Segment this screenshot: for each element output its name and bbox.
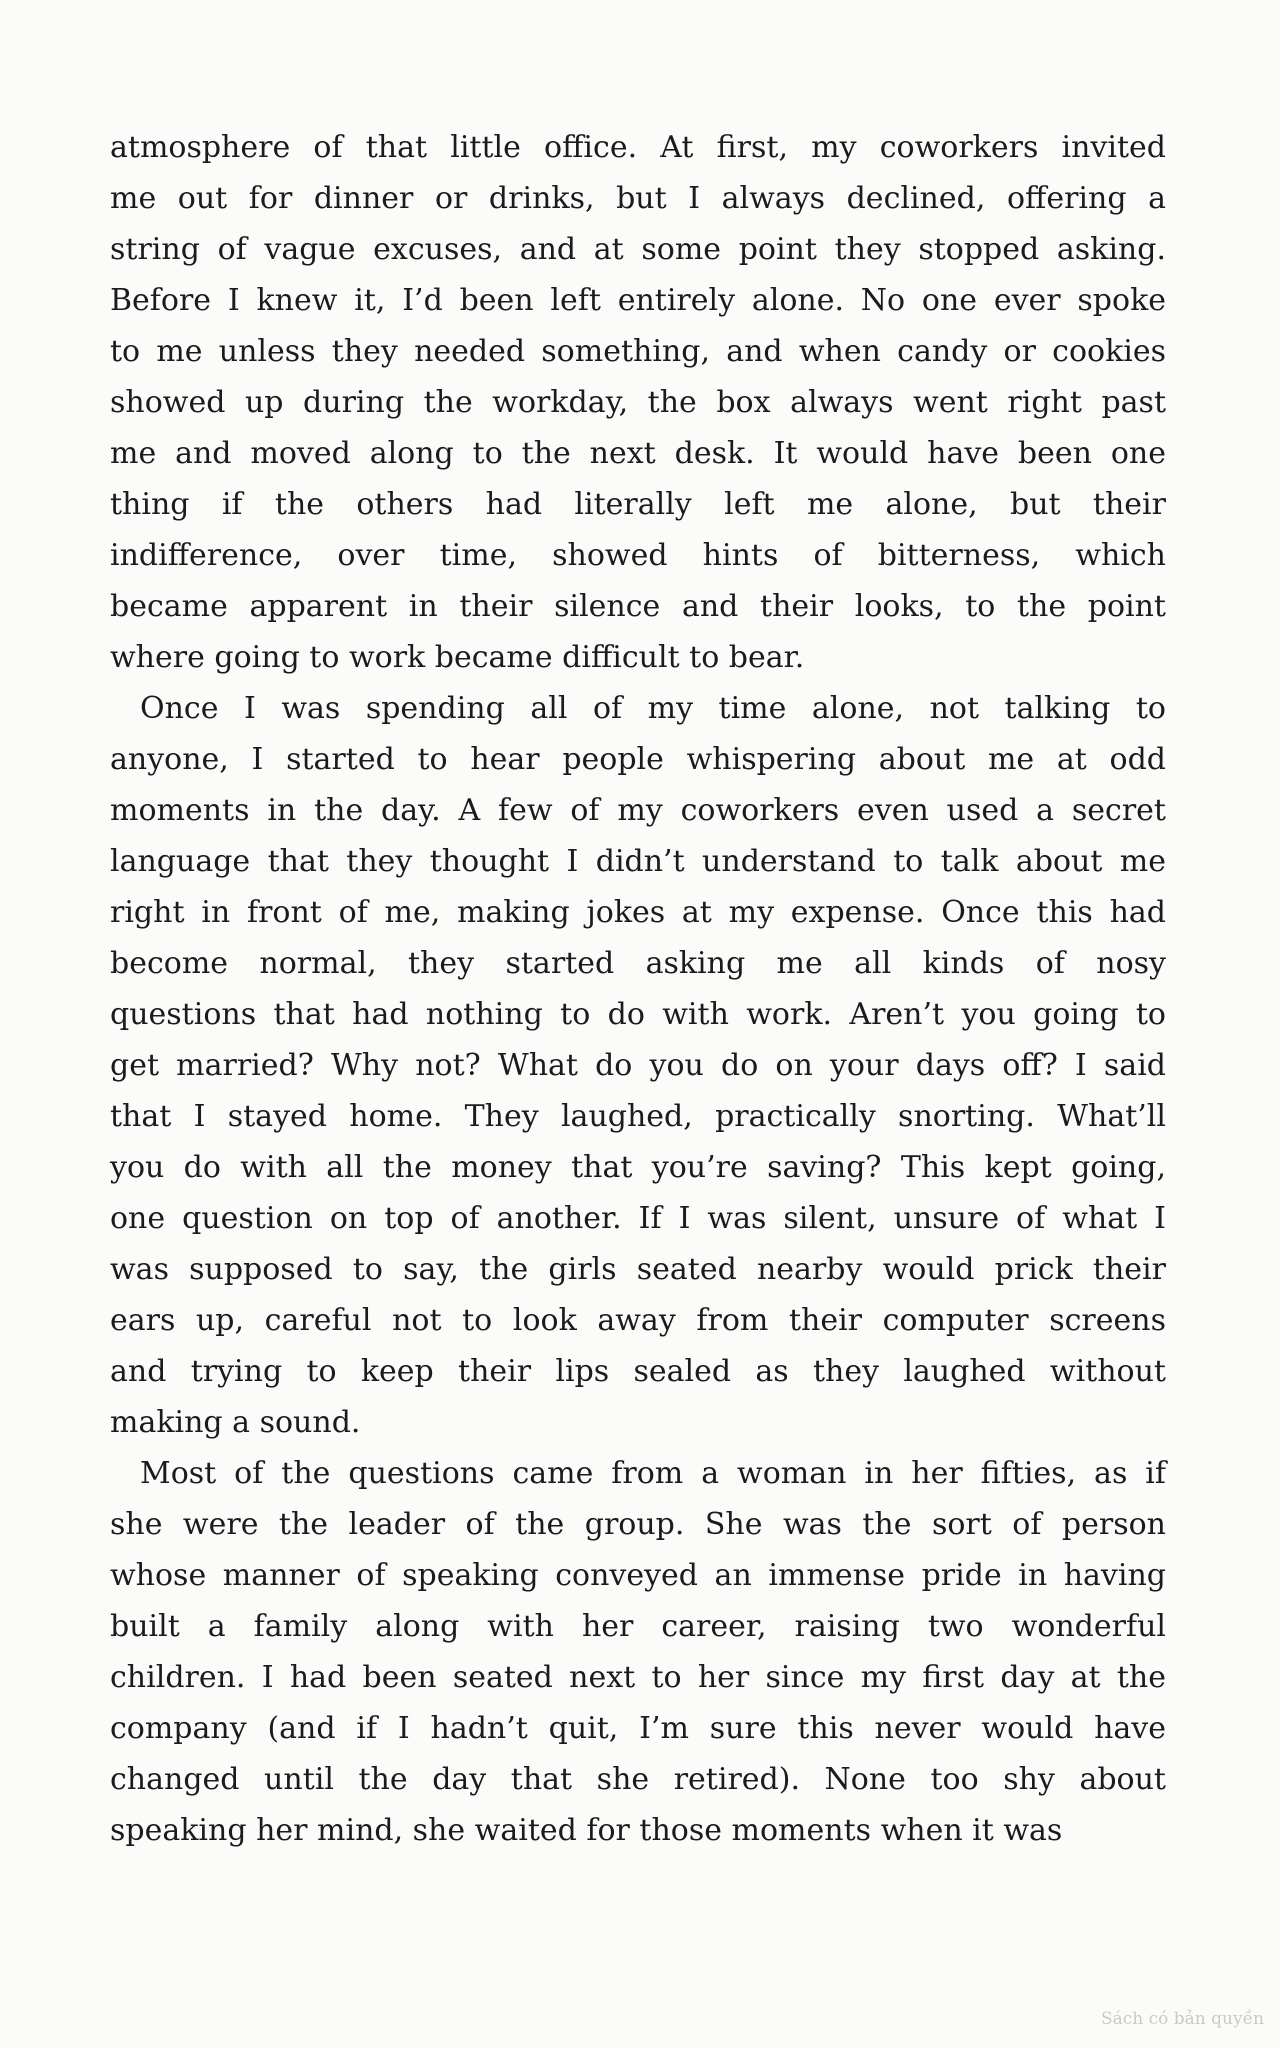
text-line: one question on top of another. If I was silent, unsure of what I bbox=[110, 1201, 1166, 1236]
text-line: thing if the others had literally left me alone, but their bbox=[110, 487, 1166, 522]
text-line: that I stayed home. They laughed, practically snorting. What’ll bbox=[110, 1099, 1166, 1134]
text-line: you do with all the money that you’re saving? This kept going, bbox=[110, 1150, 1166, 1185]
text-line: string of vague excuses, and at some point they stopped asking. bbox=[110, 232, 1166, 267]
text-line: me out for dinner or drinks, but I always declined, offering a bbox=[110, 181, 1166, 216]
text-line: Before I knew it, I’d been left entirely alone. No one ever spoke bbox=[110, 283, 1166, 318]
text-line: get married? Why not? What do you do on your days off? I said bbox=[110, 1048, 1166, 1083]
text-line: speaking her mind, she waited for those moments when it was bbox=[110, 1813, 1063, 1848]
text-line: Most of the questions came from a woman in her fifties, as if bbox=[140, 1456, 1166, 1491]
text-line: questions that had nothing to do with work. Aren’t you going to bbox=[110, 997, 1166, 1032]
paragraph bbox=[110, 122, 1166, 683]
text-line: become normal, they started asking me all kinds of nosy bbox=[110, 946, 1166, 981]
text-line: anyone, I started to hear people whispering about me at odd bbox=[110, 742, 1166, 777]
text-line: children. I had been seated next to her since my first day at the bbox=[110, 1660, 1166, 1695]
text-line: built a family along with her career, raising two wonderful bbox=[110, 1609, 1166, 1644]
text-line: showed up during the workday, the box always went right past bbox=[110, 385, 1166, 420]
text-line: making a sound. bbox=[110, 1405, 361, 1440]
copyright-watermark: Sách có bản quyền bbox=[1100, 2009, 1264, 2029]
text-line: she were the leader of the group. She was the sort of person bbox=[110, 1507, 1166, 1542]
text-line: and trying to keep their lips sealed as they laughed without bbox=[110, 1354, 1166, 1389]
text-line: me and moved along to the next desk. It would have been one bbox=[110, 436, 1166, 471]
page-text bbox=[110, 122, 1166, 1856]
paragraph bbox=[110, 683, 1166, 1448]
paragraph bbox=[110, 1448, 1166, 1856]
text-line: became apparent in their silence and their looks, to the point bbox=[110, 589, 1166, 624]
text-line: atmosphere of that little office. At first, my coworkers invited bbox=[110, 130, 1166, 165]
text-line: right in front of me, making jokes at my expense. Once this had bbox=[110, 895, 1166, 930]
text-line: Once I was spending all of my time alone, not talking to bbox=[140, 691, 1166, 726]
text-line: changed until the day that she retired). None too shy about bbox=[110, 1762, 1166, 1797]
text-line: moments in the day. A few of my coworkers even used a secret bbox=[110, 793, 1166, 828]
text-line: where going to work became difficult to bear. bbox=[110, 640, 805, 675]
text-line: whose manner of speaking conveyed an immense pride in having bbox=[110, 1558, 1166, 1593]
text-line: ears up, careful not to look away from their computer screens bbox=[110, 1303, 1166, 1338]
text-line: to me unless they needed something, and when candy or cookies bbox=[110, 334, 1166, 369]
text-line: indifference, over time, showed hints of bitterness, which bbox=[110, 538, 1166, 573]
text-line: language that they thought I didn’t understand to talk about me bbox=[110, 844, 1166, 879]
text-line: company (and if I hadn’t quit, I’m sure this never would have bbox=[110, 1711, 1166, 1746]
text-line: was supposed to say, the girls seated nearby would prick their bbox=[110, 1252, 1166, 1287]
